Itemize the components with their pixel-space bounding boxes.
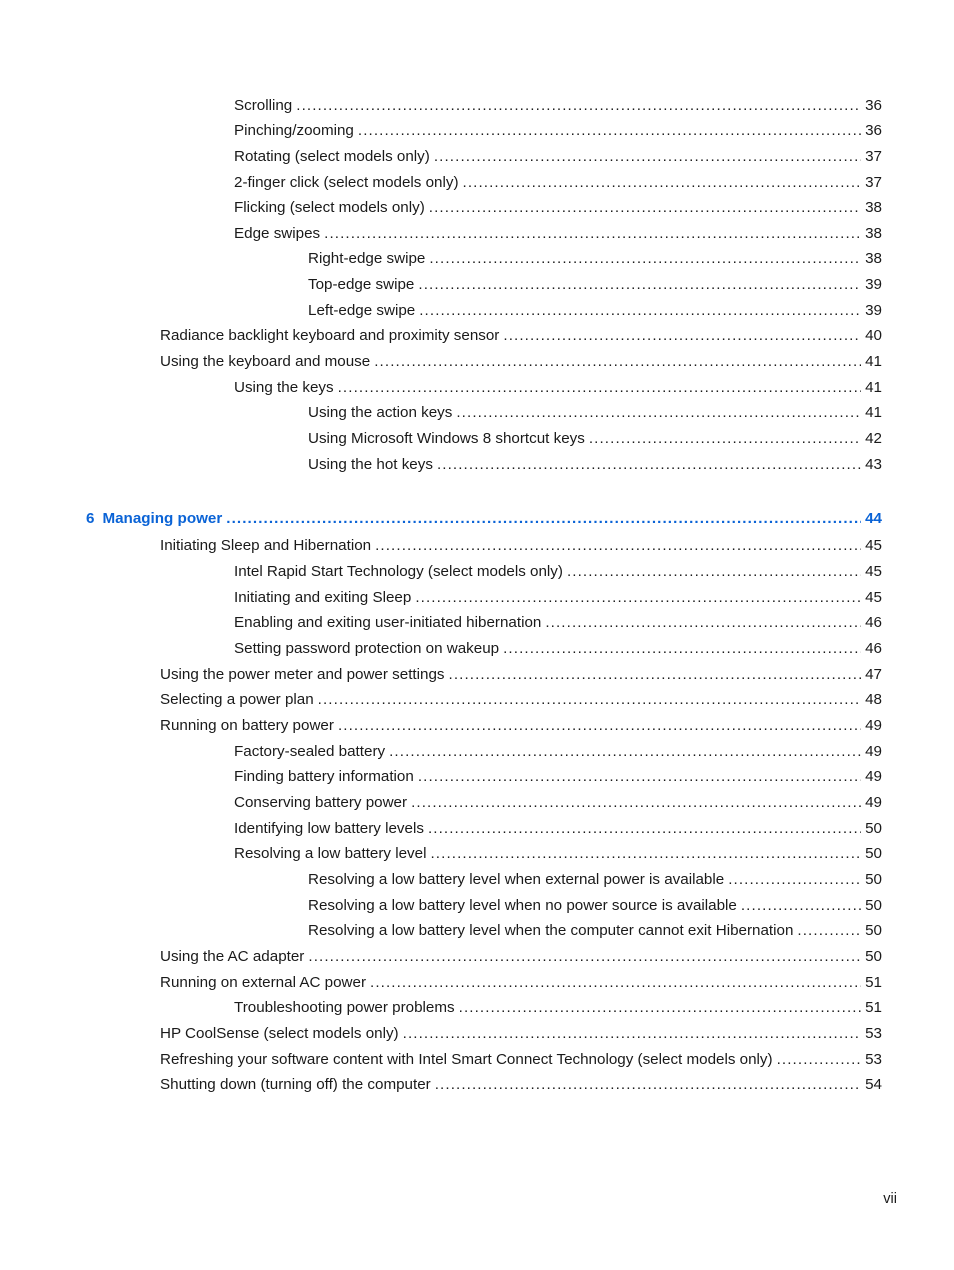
page-number: vii	[883, 1191, 897, 1207]
toc-entry-page: 45	[865, 563, 882, 580]
toc-entry[interactable]	[234, 377, 882, 399]
dot-leader	[463, 172, 862, 194]
dot-leader	[741, 895, 861, 917]
toc-entry-page: 39	[865, 302, 882, 319]
dot-leader	[403, 1023, 861, 1045]
toc-entry-title: Intel Rapid Start Technology (select models only)	[234, 563, 563, 580]
toc-entry-page: 45	[865, 589, 882, 606]
toc-entry[interactable]	[160, 1049, 882, 1071]
dot-leader	[429, 197, 861, 219]
toc-entry[interactable]	[160, 535, 882, 557]
toc-entry[interactable]	[308, 402, 882, 424]
dot-leader	[226, 508, 861, 530]
toc-entry[interactable]	[308, 274, 882, 296]
dot-leader	[308, 946, 861, 968]
toc-entry-page: 41	[865, 353, 882, 370]
toc-entry[interactable]	[308, 454, 882, 476]
dot-leader	[434, 146, 861, 168]
toc-entry[interactable]	[234, 843, 882, 865]
toc-entry-title: Right-edge swipe	[308, 250, 426, 267]
dot-leader	[338, 377, 861, 399]
toc-entry[interactable]	[234, 95, 882, 117]
toc-entry-title: Shutting down (turning off) the computer	[160, 1076, 431, 1093]
dot-leader	[567, 561, 861, 583]
toc-entry-title: Pinching/zooming	[234, 122, 354, 139]
toc-entry[interactable]	[234, 561, 882, 583]
toc-entry-title: Left-edge swipe	[308, 302, 416, 319]
toc-entry-title: Top-edge swipe	[308, 276, 415, 293]
toc-entry-page: 50	[865, 845, 882, 862]
dot-leader	[419, 300, 861, 322]
dot-leader	[777, 1049, 862, 1071]
toc-entry[interactable]	[160, 689, 882, 711]
toc-entry[interactable]	[234, 120, 882, 142]
toc-entry-page: 42	[865, 430, 882, 447]
toc-entry-page: 53	[865, 1025, 882, 1042]
chapter-number: 6	[86, 510, 95, 527]
toc-entry[interactable]	[308, 428, 882, 450]
toc-entry-title: Troubleshooting power problems	[234, 999, 455, 1016]
dot-leader	[374, 351, 861, 373]
toc-entry-page: 38	[865, 199, 882, 216]
toc-entry[interactable]	[308, 248, 882, 270]
toc-entry-page: 49	[865, 743, 882, 760]
toc-entry[interactable]	[234, 223, 882, 245]
toc-entry[interactable]	[234, 638, 882, 660]
toc-entry[interactable]	[308, 895, 882, 917]
toc-entry-title: Scrolling	[234, 97, 293, 114]
dot-leader	[415, 587, 861, 609]
toc-entry-title: Using the keys	[234, 379, 334, 396]
toc-entry-title: Initiating and exiting Sleep	[234, 589, 412, 606]
toc-entry-page: 48	[865, 691, 882, 708]
dot-leader	[437, 454, 861, 476]
dot-leader	[389, 741, 861, 763]
toc-entry-title: Running on battery power	[160, 717, 334, 734]
toc-entry-title: Initiating Sleep and Hibernation	[160, 537, 372, 554]
toc-entry-title: Using the AC adapter	[160, 948, 305, 965]
toc-entry-title: Rotating (select models only)	[234, 148, 430, 165]
toc-entry-title: Resolving a low battery level when the computer cannot exit Hibernation	[308, 922, 794, 939]
toc-entry-page: 51	[865, 999, 882, 1016]
toc-entry[interactable]	[160, 1023, 882, 1045]
toc-entry-title: Setting password protection on wakeup	[234, 640, 500, 657]
dot-leader	[296, 95, 861, 117]
toc-entry-title: Edge swipes	[234, 225, 321, 242]
dot-leader	[503, 638, 861, 660]
toc-entry-title: Using the keyboard and mouse	[160, 353, 371, 370]
dot-leader	[338, 715, 861, 737]
dot-leader	[324, 223, 861, 245]
dot-leader	[435, 1074, 861, 1096]
toc-entry-title: 2-finger click (select models only)	[234, 174, 459, 191]
dot-leader	[375, 535, 861, 557]
toc-entry-page: 50	[865, 897, 882, 914]
toc-entry-page: 37	[865, 148, 882, 165]
toc-entry-page: 43	[865, 456, 882, 473]
dot-leader	[545, 612, 861, 634]
toc-entry[interactable]	[160, 1074, 882, 1096]
dot-leader	[456, 402, 861, 424]
toc-entry[interactable]	[234, 172, 882, 194]
toc-entry-page: 36	[865, 97, 882, 114]
toc-entry[interactable]	[160, 972, 882, 994]
toc-entry-title: Finding battery information	[234, 768, 414, 785]
toc-entry[interactable]	[308, 300, 882, 322]
toc-entry[interactable]	[160, 664, 882, 686]
toc-entry-title: Enabling and exiting user-initiated hibernation	[234, 614, 542, 631]
toc-entry-page: 49	[865, 794, 882, 811]
toc-entry-title: Selecting a power plan	[160, 691, 314, 708]
toc-entry-page: 50	[865, 922, 882, 939]
toc-entry-title: Resolving a low battery level	[234, 845, 427, 862]
toc-entry[interactable]	[234, 997, 882, 1019]
toc-entry-page: 40	[865, 327, 882, 344]
toc-entry-page: 37	[865, 174, 882, 191]
toc-entry[interactable]	[234, 587, 882, 609]
dot-leader	[728, 869, 861, 891]
toc-chapter-entry[interactable]	[86, 508, 882, 530]
toc-entry-title: Resolving a low battery level when no power source is available	[308, 897, 737, 914]
toc-entry[interactable]	[234, 146, 882, 168]
toc-entry-page: 38	[865, 225, 882, 242]
toc-entry[interactable]	[234, 197, 882, 219]
toc-entry-title: Refreshing your software content with Intel Smart Connect Technology (select models only)	[160, 1051, 773, 1068]
toc-entry[interactable]	[160, 325, 882, 347]
toc-entry-title: Using the action keys	[308, 404, 453, 421]
dot-leader	[411, 792, 861, 814]
dot-leader	[358, 120, 861, 142]
toc-entry-title: Flicking (select models only)	[234, 199, 425, 216]
toc-entry[interactable]	[308, 869, 882, 891]
dot-leader	[428, 818, 861, 840]
toc-entry-page: 44	[865, 510, 882, 527]
dot-leader	[318, 689, 861, 711]
toc-entry-page: 47	[865, 666, 882, 683]
toc-entry-page: 36	[865, 122, 882, 139]
toc-entry-title: Running on external AC power	[160, 974, 367, 991]
toc-entry[interactable]	[160, 946, 882, 968]
dot-leader	[449, 664, 862, 686]
dot-leader	[370, 972, 861, 994]
toc-entry-page: 45	[865, 537, 882, 554]
dot-leader	[429, 248, 861, 270]
toc-entry[interactable]	[234, 792, 882, 814]
toc-entry-title: Managing power	[102, 510, 223, 527]
dot-leader	[418, 766, 861, 788]
toc-entry-page: 50	[865, 871, 882, 888]
toc-entry[interactable]	[160, 715, 882, 737]
dot-leader	[459, 997, 861, 1019]
toc-entry-page: 41	[865, 404, 882, 421]
toc-entry-page: 51	[865, 974, 882, 991]
toc-entry-title: HP CoolSense (select models only)	[160, 1025, 399, 1042]
toc-entry-page: 54	[865, 1076, 882, 1093]
toc-entry-page: 50	[865, 948, 882, 965]
dot-leader	[589, 428, 861, 450]
toc-entry[interactable]	[160, 351, 882, 373]
dot-leader	[430, 843, 861, 865]
toc-entry-page: 39	[865, 276, 882, 293]
toc-entry-page: 38	[865, 250, 882, 267]
toc-entry-page: 46	[865, 640, 882, 657]
toc-entry-page: 49	[865, 717, 882, 734]
dot-leader	[503, 325, 861, 347]
toc-entry-title: Resolving a low battery level when external power is available	[308, 871, 725, 888]
toc-entry-title: Radiance backlight keyboard and proximity sensor	[160, 327, 500, 344]
toc-entry-page: 49	[865, 768, 882, 785]
toc-entry-page: 50	[865, 820, 882, 837]
toc-entry-title: Using the power meter and power settings	[160, 666, 445, 683]
toc-entry-title: Conserving battery power	[234, 794, 408, 811]
toc-entry-page: 41	[865, 379, 882, 396]
toc-entry-page: 53	[865, 1051, 882, 1068]
toc-entry-title: Using Microsoft Windows 8 shortcut keys	[308, 430, 585, 447]
toc-entry-page: 46	[865, 614, 882, 631]
toc-entry-title: Using the hot keys	[308, 456, 433, 473]
toc-entry[interactable]	[308, 920, 882, 942]
toc-entry[interactable]	[234, 612, 882, 634]
dot-leader	[797, 920, 861, 942]
toc-entry[interactable]	[234, 818, 882, 840]
toc-entry[interactable]	[234, 766, 882, 788]
dot-leader	[418, 274, 861, 296]
toc-entry[interactable]	[234, 741, 882, 763]
toc-entry-title: Factory-sealed battery	[234, 743, 386, 760]
toc-entry-title: Identifying low battery levels	[234, 820, 424, 837]
